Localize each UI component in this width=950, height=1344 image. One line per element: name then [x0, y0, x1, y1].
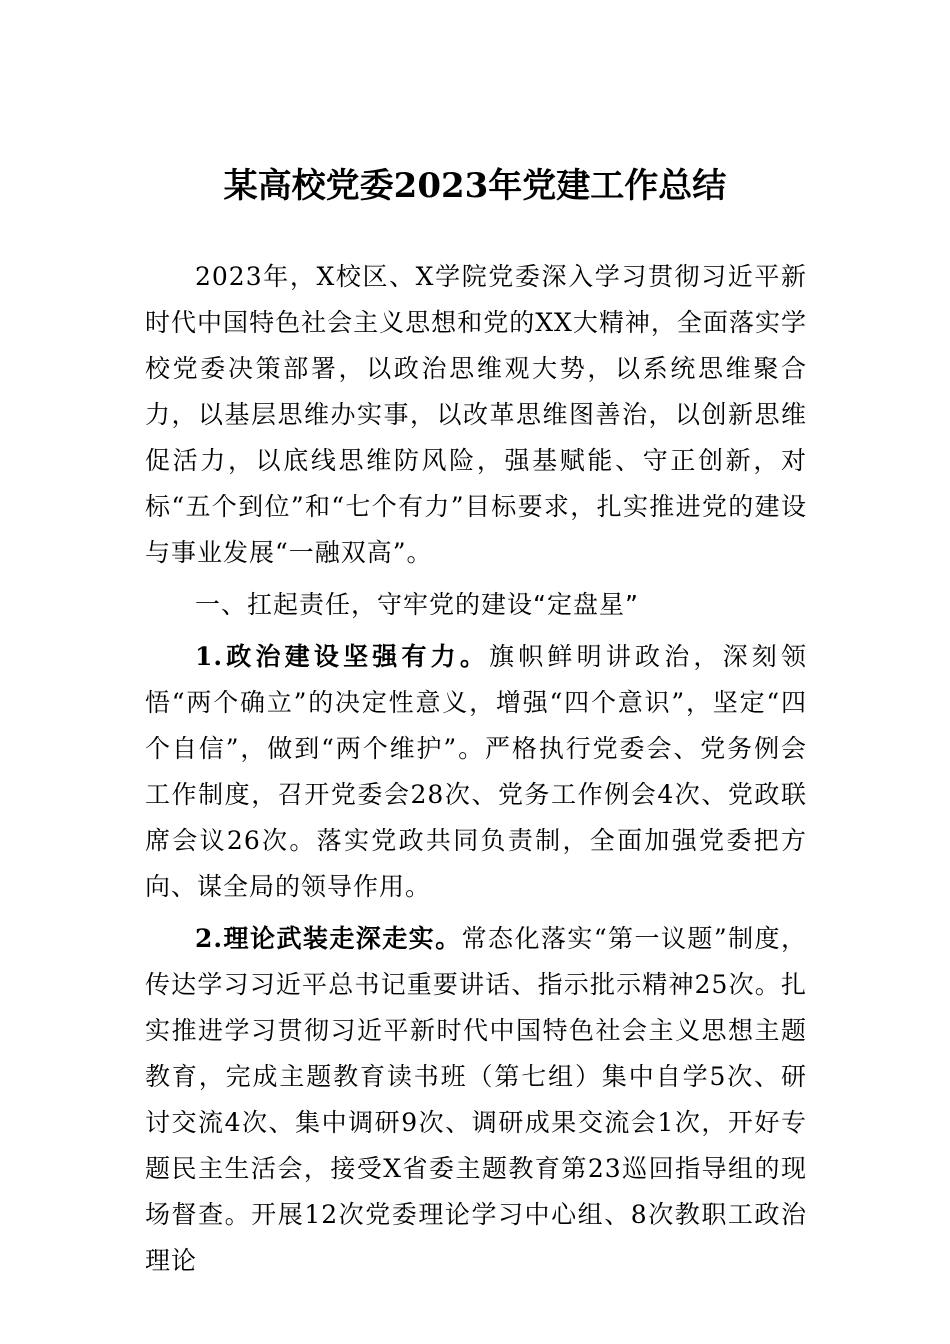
paragraph-item-1	[145, 634, 807, 910]
item-2-text: 常态化落实“第一议题”制度，传达学习习近平总书记重要讲话、指示批示精神25次。扎实推进学习贯彻习近平新时代中国特色社会主义思想主题教育，完成主题教育读书班（第七组）集中自学5次、研讨交流4次、集中调研9次、调研成果交流会1次，开好专题民主生活会，接受X省委主题教育第23巡回指导组的现场督查。开展12次党委理论学习中心组、8次教职工政治理论	[145, 924, 807, 1275]
item-1-text: 旗帜鲜明讲政治，深刻领悟“两个确立”的决定性意义，增强“四个意识”，坚定“四个自信”，做到“两个维护”。严格执行党委会、党务例会工作制度，召开党委会28次、党务工作例会4次、党政联席会议26次。落实党政共同负责制，全面加强党委把方向、谋全局的领导作用。	[145, 642, 807, 901]
intro-paragraph: 2023年，X校区、X学院党委深入学习贯彻习近平新时代中国特色社会主义思想和党的XX大精神，全面落实学校党委决策部署，以政治思维观大势，以系统思维聚合力，以基层思维办实事，以改革思维图善治，以创新思维促活力，以底线思维防风险，强基赋能、守正创新，对标“五个到位”和“七个有力”目标要求，扎实推进党的建设与事业发展“一融双高”。	[145, 262, 807, 567]
document-title: 某高校党委2023年党建工作总结	[223, 166, 727, 206]
section-heading: 一、扛起责任，守牢党的建设“定盘星”	[195, 590, 639, 619]
item-1-lead: 1.政治建设坚强有力。	[195, 642, 490, 671]
paragraph-item-2	[145, 916, 807, 1284]
document-body	[145, 254, 807, 1284]
item-2-lead: 2.理论武装走深走实。	[195, 924, 462, 953]
